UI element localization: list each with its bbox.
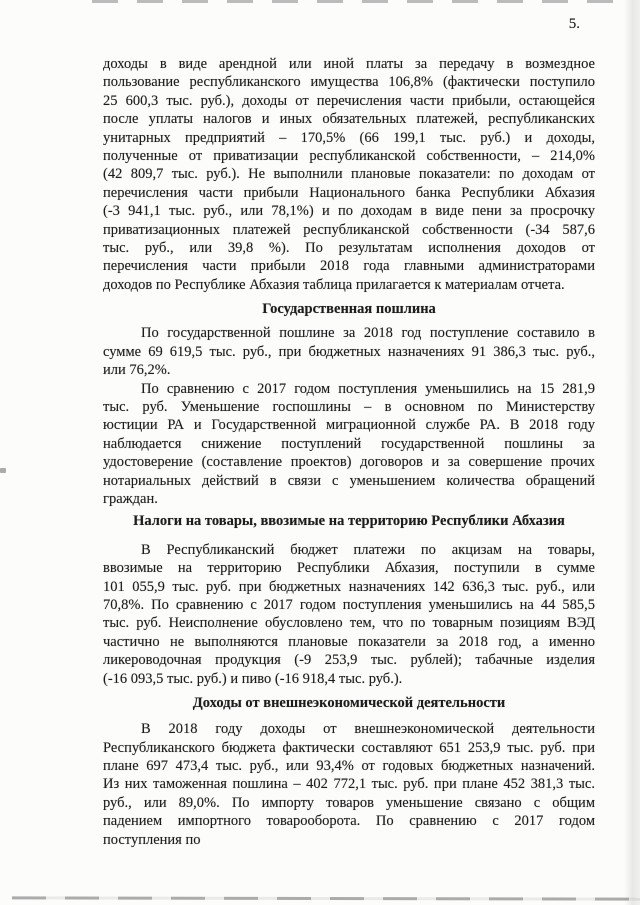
text-line: перечисления части прибыли Национального банка Республики Абхазия xyxy=(103,184,595,201)
text-line: частично не выполняются плановые показатели за 2018 год, а именно xyxy=(103,633,595,650)
text-line: По сравнению с 2017 годом поступления уменьшились на 15 281,9 xyxy=(141,380,595,397)
text-line: сумме 69 619,5 тыс. руб., при бюджетных назначениях 91 386,3 тыс. руб., xyxy=(103,343,595,360)
text-line: нотариальных действий в связи с уменьшением количества обращений xyxy=(103,472,595,489)
heading-foreign-trade-income: Доходы от внешнеэкономической деятельности xyxy=(192,694,506,711)
text-line: приватизационных платежей республиканской собственности (-34 587,6 xyxy=(103,221,595,238)
text-line: В 2018 году доходы от внешнеэкономической деятельности xyxy=(141,721,595,738)
text-line: доходы в виде арендной или иной платы за передачу в возмездное xyxy=(103,56,595,72)
heading-state-duty: Государственная пошлина xyxy=(262,301,436,318)
text-line: перечисления части прибыли 2018 года главными администраторами xyxy=(103,258,595,275)
text-line: падением импортного товарооборота. По сравнению с 2017 годом xyxy=(103,813,595,830)
text-line: (-16 093,5 тыс. руб.) и пиво (-16 918,4 тыс. руб.). xyxy=(103,670,403,687)
text-line: ввозимые на территорию Республики Абхазия, поступили в сумме xyxy=(103,560,595,577)
scan-artifact-bottom-edge xyxy=(12,896,640,900)
text-line: наблюдается снижение поступлений государственной пошлины за xyxy=(103,435,595,452)
text-line: 101 055,9 тыс. руб. при бюджетных назначениях 142 636,3 тыс. руб., или xyxy=(103,578,595,595)
text-line: удостоверение (составление проектов) договоров и за совершение прочих xyxy=(103,454,595,471)
scan-shadow-right-edge xyxy=(624,0,640,905)
paragraph-foreign-trade-income xyxy=(103,720,595,849)
paragraph-state-duty-2018 xyxy=(103,324,595,379)
paragraph-excise-imports xyxy=(103,541,595,688)
text-line: 70,8%. По сравнению с 2017 годом поступления уменьшились на 44 585,5 xyxy=(103,596,595,613)
text-line: 25 600,3 тыс. руб.), доходы от перечисления части прибыли, остающейся xyxy=(103,92,595,109)
text-line: поступления по xyxy=(103,831,201,848)
text-line: унитарных предприятий – 170,5% (66 199,1 тыс. руб.) и доходы, xyxy=(103,129,595,146)
text-line: По государственной пошлине за 2018 год поступление составило в xyxy=(141,325,595,342)
document-body xyxy=(103,55,595,849)
text-line: (42 809,7 тыс. руб.). Не выполнили плановые показатели: по доходам от xyxy=(103,166,595,183)
text-line: В Республиканский бюджет платежи по акцизам на товары, xyxy=(141,541,595,558)
paragraph-state-duty-comparison xyxy=(103,380,595,509)
text-line: тыс. руб. Уменьшение госпошлины – в основном по Министерству xyxy=(103,399,595,416)
scan-artifact-left-mark xyxy=(0,468,6,473)
paragraph-property-income-continued xyxy=(103,55,595,294)
scan-artifact-top-edge xyxy=(92,0,616,3)
text-line: полученные от приватизации республиканской собственности, – 214,0% xyxy=(103,147,595,164)
text-line: или 76,2%. xyxy=(103,362,171,379)
text-line: ликероводочная продукция (-9 253,9 тыс. рублей); табачные изделия xyxy=(103,652,595,669)
text-line: граждан. xyxy=(103,490,158,507)
text-line: Из них таможенная пошлина – 402 772,1 тыс. руб. при плане 452 381,3 тыс. xyxy=(103,776,595,793)
text-line: тыс. руб., или 39,8 %). По результатам исполнения доходов от xyxy=(103,239,595,256)
text-line: тыс. руб. Неисполнение обусловлено тем, что по товарным позициям ВЭД xyxy=(103,615,595,632)
text-line: плане 697 473,4 тыс. руб., или 93,4% от годовых бюджетных назначений. xyxy=(103,758,595,775)
page-number: 5. xyxy=(568,16,580,32)
text-line: доходов по Республике Абхазия таблица прилагается к материалам отчета. xyxy=(103,276,565,293)
text-line: пользование республиканского имущества 106,8% (фактически поступило xyxy=(103,74,595,91)
heading-import-taxes: Налоги на товары, ввозимые на территорию Республики Абхазия xyxy=(133,513,565,530)
text-line: Республиканского бюджета фактически составляют 651 253,9 тыс. руб. при xyxy=(103,739,595,756)
text-line: после уплаты налогов и иных обязательных платежей, республиканских xyxy=(103,111,595,128)
text-line: руб., или 89,0%. По импорту товаров уменьшение связано с общим xyxy=(103,794,595,811)
text-line: юстиции РА и Государственной миграционной службе РА. В 2018 году xyxy=(103,417,595,434)
text-line: (-3 941,1 тыс. руб., или 78,1%) и по доходам в виде пени за просрочку xyxy=(103,203,595,220)
